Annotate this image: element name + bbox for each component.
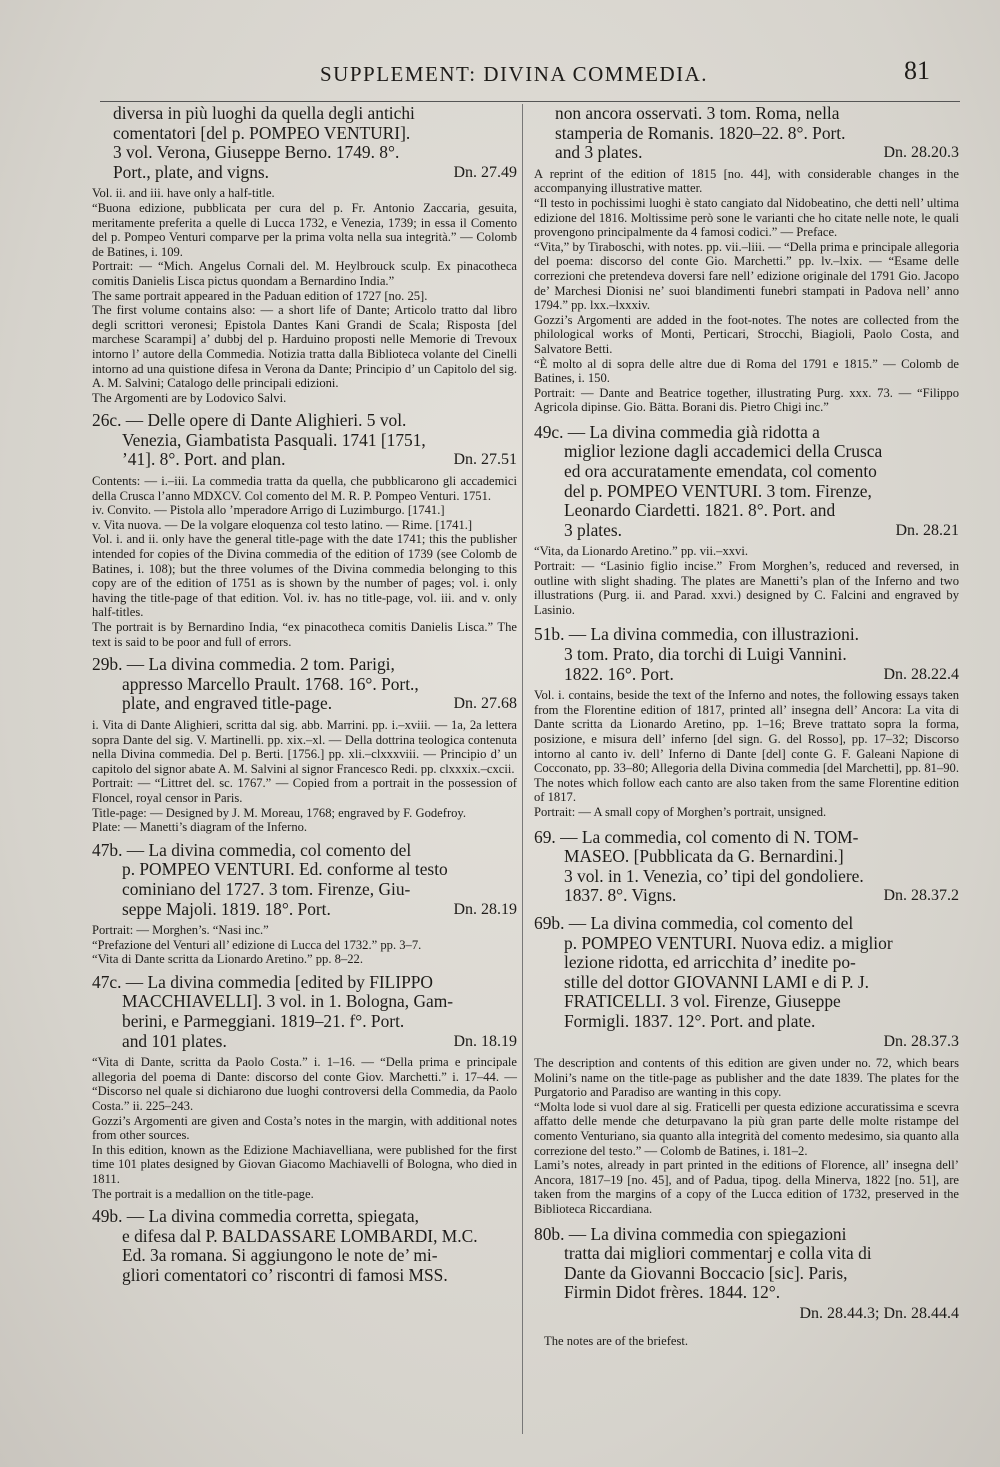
entry-heading: 69b. — La divina commedia, col comento del <box>534 912 854 933</box>
entry-line: and 3 plates. <box>555 142 643 163</box>
entry-line: FRATICELLI. 3 vol. Firenze, Giuseppe <box>564 991 841 1012</box>
note-paragraph: Title-page: — Designed by J. M. Moreau, 1768; engraved by F. Godefroy. <box>92 805 467 820</box>
entry-line: non ancora osservati. 3 tom. Roma, nella <box>555 103 840 123</box>
entry-line: seppe Majoli. 1819. 18°. Port. <box>122 898 331 919</box>
entry-line: 1822. 16°. Port. <box>564 663 674 684</box>
entry-49b <box>92 1207 517 1285</box>
shelf-mark: Dn. 27.49 <box>453 163 517 181</box>
note-paragraph: Vol. ii. and iii. have only a half-title. <box>92 186 275 201</box>
entry-line: ed ora accuratamente emendata, col comento <box>564 461 877 482</box>
entry-47c <box>92 973 517 1051</box>
shelf-mark: Dn. 28.37.3 <box>883 1033 959 1051</box>
note-paragraph: Portrait: — “Lasinio figlio incise.” From Morghen’s, reduced and reversed, in outline with slight shading. The plates are Manetti’s plan of the Inferno and two illustrations (Purg. ii. and Parad. xxvi.) designed by C. Falcini and engraved by Lasinio. <box>534 559 959 617</box>
entry-line: Dante da Giovanni Boccacio [sic]. Paris, <box>564 1262 848 1283</box>
note-paragraph: “È molto al di sopra delle altre due di Roma del 1791 e 1815.” — Colomb de Batines, i. 150. <box>534 356 959 386</box>
note-paragraph: “Vita,” by Tiraboschi, with notes. pp. vii.–liii. — “Della prima e principale allegoria del poema: discorso del conte Gio. Marchetti.” pp. lv.–lxix. — “Esame delle correzioni che pretendeva doversi fare nell’ edizione originale del 1791 Gio. Jacopo de’ Marchesi Dionisi ne’ suoi blandimenti funebri stampati in Padova nell’ anno 1794.” pp. lxx.–lxxxiv. <box>534 239 959 313</box>
note-paragraph: “Buona edizione, pubblicata per cura del p. Fr. Antonio Zaccaria, gesuita, meritamente preferita a quelle di Lucca 1732, e Venezia, 1739; in essa il Comento del p. Pompeo Venturi comparve per la prima volta nella sua integrità.” — Colomb de Batines, i. 109. <box>92 200 517 259</box>
shelf-mark: Dn. 28.37.2 <box>883 887 959 905</box>
shelf-mark: Dn. 28.21 <box>895 521 959 539</box>
entry-line: gliori comentatori co’ riscontri di famosi MSS. <box>122 1264 448 1285</box>
left-column <box>92 104 517 1286</box>
entry-line: Ed. 3a romana. Si aggiungono le note de’ mi- <box>122 1245 438 1266</box>
entry-heading: 51b. — La divina commedia, con illustrazioni. <box>534 624 860 645</box>
running-head: SUPPLEMENT: DIVINA COMMEDIA. <box>320 62 709 86</box>
note-paragraph: “Il testo in pochissimi luoghi è stato cangiato dal Nidobeatino, che detti nell’ ultima edizione del 1816. Moltissime però sone le varianti che ho citate nelle note, le quali provengono principalmente da 4 famosi codici.” — Preface. <box>534 195 959 240</box>
entry-line: 1837. 8°. Vigns. <box>564 885 677 906</box>
shelf-mark: Dn. 18.19 <box>453 1032 517 1050</box>
entry-line: stille del dottor GIOVANNI LAMI e di P. J. <box>564 971 869 992</box>
shelf-mark: Dn. 28.20.3 <box>883 144 959 162</box>
entry-line: p. POMPEO VENTURI. Ed. conforme al testo <box>122 859 448 880</box>
entry-line: Leonardo Ciardetti. 1821. 8°. Port. and <box>564 500 836 521</box>
entry-line: Port., plate, and vigns. <box>113 161 270 182</box>
entry-line: cominiano del 1727. 3 tom. Firenze, Giu- <box>122 878 411 899</box>
entry-heading: 47b. — La divina commedia, col comento del <box>92 839 412 860</box>
note-paragraph: Portrait: — A small copy of Morghen’s portrait, unsigned. <box>534 804 827 819</box>
entry-line: lezione ridotta, ed arricchita d’ inedite po- <box>564 952 856 973</box>
note-paragraph: v. Vita nuova. — De la volgare eloquenza col testo latino. — Rime. [1741.] <box>92 517 473 532</box>
note-paragraph: “Vita di Dante scritta da Lionardo Aretino.” pp. 8–22. <box>92 952 363 967</box>
note-paragraph: “Prefazione del Venturi all’ edizione di Lucca del 1732.” pp. 3–7. <box>92 937 422 952</box>
entry-heading: 69. — La commedia, col comento di N. TOM- <box>534 826 859 847</box>
note-paragraph: The Argomenti are by Lodovico Salvi. <box>92 390 287 405</box>
entry-line: Formigli. 1837. 12°. Port. and plate. <box>564 1010 816 1031</box>
note-paragraph: Portrait: — “Mich. Angelus Cornali del. M. Heylbrouck sculp. Ex pinacotheca comitis Danielis Lisca pictus quondam a Bernardino India.” <box>92 259 517 288</box>
shelf-mark: Dn. 28.44.3; Dn. 28.44.4 <box>799 1304 959 1322</box>
note-paragraph: The portrait is a medallion on the title-page. <box>92 1186 314 1201</box>
note-paragraph: The portrait is by Bernardino India, “ex pinacotheca comitis Danielis Lisca.” The text is said to be poor and full of errors. <box>92 620 517 649</box>
note-paragraph: A reprint of the edition of 1815 [no. 44], with considerable changes in the accompanying illustrative matter. <box>534 166 959 196</box>
entry-line: tratta dai migliori commentarj e colla vita di <box>564 1243 872 1264</box>
note-paragraph: Gozzi’s Argomenti are added in the foot-notes. The notes are collected from the philological works of Monti, Perticari, Strocchi, Biagioli, Paolo Costa, and Salvatore Betti. <box>534 312 959 356</box>
shelf-mark: Dn. 28.22.4 <box>883 665 959 683</box>
entry-69b <box>534 914 959 1052</box>
entry-line: p. POMPEO VENTURI. Nuova ediz. a miglior <box>564 932 893 953</box>
entry-line: appresso Marcello Prault. 1768. 16°. Port., <box>122 673 419 694</box>
entry-line: 3 vol. in 1. Venezia, co’ tipi del gondoliere. <box>564 865 864 886</box>
entry-heading: 26c. — Delle opere di Dante Alighieri. 5 vol. <box>92 410 407 431</box>
entry-line: MASEO. [Pubblicata da G. Bernardini.] <box>564 846 844 867</box>
entry-line: MACCHIAVELLI]. 3 vol. in 1. Bologna, Gam- <box>122 991 454 1012</box>
note-paragraph: “Vita, da Lionardo Aretino.” pp. vii.–xxvi. <box>534 544 748 559</box>
entry-69 <box>534 828 959 906</box>
entry-line: comentatori [del p. POMPEO VENTURI]. <box>113 122 411 143</box>
entry-continuation <box>92 104 517 182</box>
entry-line: Venezia, Giambatista Pasquali. 1741 [1751, <box>122 429 426 450</box>
note-paragraph: Contents: — i.–iii. La commedia tratta da quella, che pubblicarono gli accademici della Crusca l’anno MDXCV. Col comento del M. R. P. Pompeo Venturi. 1751. <box>92 474 517 503</box>
shelf-mark: Dn. 27.68 <box>453 695 517 713</box>
page-header <box>100 56 960 96</box>
entry-47b <box>92 841 517 919</box>
entry-line: diversa in più luoghi da quella degli antichi <box>113 103 415 123</box>
entry-line: 3 vol. Verona, Giuseppe Berno. 1749. 8°. <box>113 142 400 163</box>
entry-line: e difesa dal P. BALDASSARE LOMBARDI, M.C. <box>122 1225 478 1246</box>
note-paragraph: Portrait: — Morghen’s. “Nasi inc.” <box>92 923 269 938</box>
entry-heading: 49b. — La divina commedia corretta, spiegata, <box>92 1206 419 1227</box>
entry-line: 3 tom. Prato, dia torchi di Luigi Vannini. <box>564 644 847 664</box>
note-paragraph: Vol. i. and ii. only have the general title-page with the date 1741; this the publisher intended for copies of the Divina commedia of the edition of 1739 (see Colomb de Batines, i. 108); but the three volumes of the Divina commedia belonging to this copy are of the edition of 1751 as is shown by the number of pages; vol. i. only having the title-page of that edition. Vol. iv. has no title-page, vol. iii. and v. only half-titles. <box>92 532 517 620</box>
note-paragraph: Gozzi’s Argomenti are given and Costa’s notes in the margin, with additional notes from other sources. <box>92 1113 517 1143</box>
entry-29b <box>92 655 517 714</box>
header-rule <box>100 101 960 102</box>
entry-line: miglior lezione dagli accademici della Crusca <box>564 441 883 462</box>
entry-line: ’41]. 8°. Port. and plan. <box>122 449 286 470</box>
note-paragraph: “Vita di Dante, scritta da Paolo Costa.” i. 1–16. — “Della prima e principale allegoria del poema di Dante: discorso del conte Giov. Marchetti.” i. 17–44. — “Discorso nel quale si dichiarono due luoghi controversi della Commedia, da Paolo Costa.” ii. 225–243. <box>92 1055 517 1114</box>
note-paragraph: The notes are of the briefest. <box>544 1333 689 1348</box>
note-paragraph: Vol. i. contains, beside the text of the Inferno and notes, the following essays taken from the Florentine edition of 1817, printed all’ insegna dell’ Ancora: La vita di Dante scritta da Lionardo Aretino, pp. 1–16; Breve trattato sopra la forma, posizione, e misura dell’ inferno [del sign. G. del Rosso], pp. 17–32; Discorso intorno al canto iv. dell’ Inferno di Dante [del] conte G. F. Galeani Napione di Cocconato, pp. 33–80; Allegoria della Divina commedia [del Marchetti], pp. 81–90. The notes which follow each canto are also taken from the same Florentine edition of 1817. <box>534 688 959 805</box>
note-paragraph: The first volume contains also: — a short life of Dante; Articolo tratto dal libro degli scrittori veronesi; Epistola Dantes Kani Grandi de Scala; Risposta [del marchese Scarampi] a’ dubbj del p. Harduino proposti nelle Memorie di Trevoux intorno l’ autore della Commedia. Notizia tratta dalla Biblioteca volante del Cinelli intorno ad una quistione difesa in Verona da Dante; Principio d’ un Capitolo del sig. A. M. Salvini; Catalogo delle principali edizioni. <box>92 303 517 391</box>
right-column <box>534 104 959 1349</box>
entry-line: and 101 plates. <box>122 1030 227 1051</box>
entry-line: plate, and engraved title-page. <box>122 693 333 714</box>
shelf-mark: Dn. 27.51 <box>453 451 517 469</box>
note-paragraph: In this edition, known as the Edizione Machiavelliana, were published for the first time 101 plates designed by Giovan Giacomo Machiavelli of Bologna, who died in 1811. <box>92 1142 517 1186</box>
page-number: 81 <box>904 56 930 85</box>
note-paragraph: “Molta lode si vuol dare al sig. Fraticelli per questa edizione accuratissima e scevra affatto delle mende che deturpavano la più gran parte delle molte ristampe del comento Venturiano, sia quanto alla integrità del comento medesimo, sia quanto alla correzione del testo.” — Colomb de Batines, i. 181–2. <box>534 1099 959 1158</box>
shelf-mark: Dn. 28.19 <box>453 900 517 918</box>
note-paragraph: i. Vita di Dante Alighieri, scritta dal sig. abb. Marrini. pp. i.–xviii. — 1a, 2a lettera sopra Dante del sig. V. Martinelli. pp. xix.–xl. — Della dottrina teologica contenuta nella Divina commedia. Del p. Berti. [1756.] pp. xli.–clxxxviii. — Principio d’ un capitolo del signor abate A. M. Salvini al signor Francesco Redi. pp. clxxxix.–cxcii. <box>92 717 517 776</box>
entry-49c <box>534 423 959 541</box>
entry-51b <box>534 625 959 684</box>
entry-26c <box>92 411 517 470</box>
entry-heading: 29b. — La divina commedia. 2 tom. Parigi, <box>92 654 395 675</box>
note-paragraph: The description and contents of this edition are given under no. 72, which bears Molini’s name on the title-page as publisher and the date 1839. The plates for the Purgatorio and Paradiso are wanting in this copy. <box>534 1056 959 1100</box>
column-divider <box>522 104 523 1434</box>
note-paragraph: Lami’s notes, already in part printed in the editions of Florence, all’ insegna dell’ Ancora, 1817–19 [no. 45], and of Padua, tipog. della Minerva, 1822 [no. 51], are taken from the margins of a copy of the Lucca edition of 1732, preserved in the Biblioteca Riccardiana. <box>534 1158 959 1216</box>
note-paragraph: Portrait: — Dante and Beatrice together, illustrating Purg. xxx. 73. — “Filippo Agricola dipinse. Gio. Bätta. Borani dis. Pietro Chigi inc.” <box>534 385 959 415</box>
entry-heading: 47c. — La divina commedia [edited by FILIPPO <box>92 971 433 992</box>
entry-line: stamperia de Romanis. 1820–22. 8°. Port. <box>555 122 846 143</box>
entry-heading: 49c. — La divina commedia già ridotta a <box>534 421 820 442</box>
entry-line: 3 plates. <box>564 519 622 540</box>
note-paragraph: Plate: — Manetti’s diagram of the Inferno. <box>92 820 308 835</box>
note-paragraph: iv. Convito. — Pistola allo ’mperadore Arrigo di Luzimburgo. [1741.] <box>92 503 445 518</box>
entry-continuation <box>534 104 959 163</box>
entry-line: del p. POMPEO VENTURI. 3 tom. Firenze, <box>564 480 872 501</box>
entry-line: Firmin Didot frères. 1844. 12°. <box>564 1282 781 1303</box>
note-paragraph: Portrait: — “Littret del. sc. 1767.” — Copied from a portrait in the possession of Floncel, royal censor in Paris. <box>92 776 517 805</box>
entry-heading: 80b. — La divina commedia con spiegazioni <box>534 1223 847 1244</box>
note-paragraph: The same portrait appeared in the Paduan edition of 1727 [no. 25]. <box>92 288 428 303</box>
entry-80b <box>534 1225 959 1324</box>
entry-line: berini, e Parmeggiani. 1819–21. f°. Port. <box>122 1011 405 1032</box>
